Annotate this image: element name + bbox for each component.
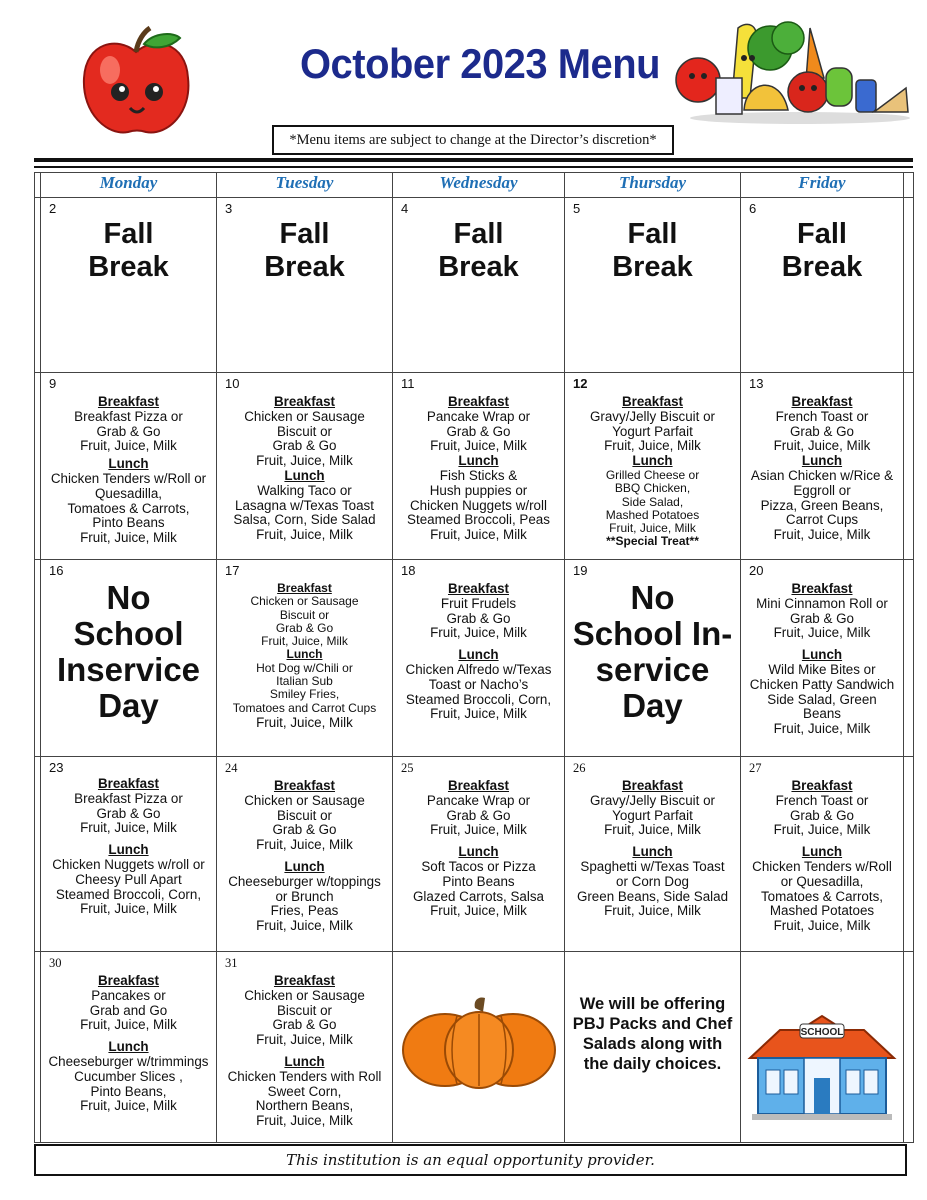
date-number: 19 — [573, 563, 588, 578]
svg-text:SCHOOL: SCHOOL — [800, 1027, 844, 1038]
lunch-item: Beans — [803, 706, 841, 722]
menu-items — [41, 373, 216, 546]
breakfast-item: Gravy/Jelly Biscuit or — [589, 792, 715, 808]
after-item: Fruit, Juice, Milk — [256, 714, 353, 730]
lunch-items — [741, 469, 903, 543]
menu-items — [393, 373, 564, 543]
lunch-item: Cheesy Pull Apart — [75, 871, 182, 887]
lunch-heading: Lunch — [458, 844, 499, 860]
menu-items — [217, 373, 392, 543]
fall-break-line: Fall — [627, 218, 678, 250]
date-number: 27 — [749, 761, 762, 775]
breakfast-item: Grab & Go — [789, 610, 854, 626]
date-number: 26 — [573, 761, 586, 775]
lunch-heading: Lunch — [458, 453, 499, 469]
footer-statement: This institution is an equal opportunity provider. — [34, 1144, 907, 1176]
breakfast-item: Breakfast Pizza or — [74, 408, 183, 424]
fall-break-line: Fall — [453, 218, 504, 250]
day-cell-tuesday — [217, 952, 393, 1143]
lunch-item: Side Salad, — [621, 494, 684, 509]
breakfast-item: Pancake Wrap or — [426, 408, 531, 424]
lunch-item: Fruit, Juice, Milk — [80, 1098, 177, 1114]
breakfast-item: Mini Cinnamon Roll or — [756, 595, 888, 611]
breakfast-item: Yogurt Parfait — [612, 807, 693, 823]
breakfast-item: Fruit Frudels — [440, 595, 517, 611]
day-cell-monday — [41, 198, 217, 373]
breakfast-item: Fruit, Juice, Milk — [773, 438, 871, 454]
lunch-item: Fruit, Juice, Milk — [80, 530, 177, 546]
date-number: 5 — [573, 201, 581, 216]
school-building-icon — [741, 952, 903, 1124]
lunch-item: Northern Beans, — [255, 1098, 354, 1114]
breakfast-heading: Breakfast — [791, 394, 853, 409]
fall-break-line: Fall — [279, 218, 330, 250]
lunch-items — [217, 484, 392, 543]
no-school-line: No — [106, 579, 151, 616]
fall-break-line: Break — [88, 251, 169, 283]
lunch-item: Chicken Tenders w/Roll — [752, 858, 892, 874]
date-number: 23 — [49, 760, 64, 775]
lunch-item: Side Salad, Green — [767, 691, 877, 707]
lunch-item: Steamed Broccoli, Corn, — [55, 886, 202, 902]
day-cell-tuesday — [217, 560, 393, 757]
lunch-item: Walking Taco or — [257, 482, 352, 498]
date-number: 25 — [401, 761, 414, 775]
day-cell-thursday — [565, 560, 741, 757]
date-number: 12 — [573, 376, 588, 391]
lunch-item: Pizza, Green Beans, — [760, 497, 884, 513]
lunch-item: Chicken Tenders w/Roll or — [50, 470, 207, 486]
breakfast-item: Fruit, Juice, Milk — [430, 438, 527, 454]
lunch-item: Steamed Broccoli, Corn, — [405, 691, 552, 707]
breakfast-item: Fruit, Juice, Milk — [430, 625, 527, 641]
breakfast-heading: Breakfast — [791, 778, 853, 793]
menu-items — [41, 757, 216, 917]
fall-break-line: Break — [612, 251, 693, 283]
breakfast-item: Fruit, Juice, Milk — [80, 438, 177, 454]
day-cell-thursday — [565, 373, 741, 560]
date-number: 11 — [401, 376, 415, 391]
menu-items — [41, 952, 216, 1114]
day-header-wednesday: Wednesday — [393, 173, 565, 198]
breakfast-item: Fruit, Juice, Milk — [604, 822, 701, 838]
lunch-items — [41, 1055, 216, 1114]
breakfast-item: Chicken or Sausage — [244, 987, 365, 1003]
breakfast-item: Grab & Go — [446, 423, 511, 439]
breakfast-heading: Breakfast — [447, 581, 510, 596]
lunch-item: Soft Tacos or Pizza — [421, 858, 536, 874]
breakfast-item: Grab & Go — [272, 822, 337, 838]
fall-break-line: Fall — [103, 218, 154, 250]
menu-items — [741, 757, 903, 934]
fall-break-label — [741, 198, 903, 284]
breakfast-heading: Breakfast — [621, 778, 684, 793]
page-title: October 2023 Menu — [299, 40, 661, 87]
lunch-item: Fruit, Juice, Milk — [256, 1113, 353, 1129]
breakfast-item: Grab and Go — [89, 1002, 168, 1018]
lunch-items — [217, 1070, 392, 1129]
fall-break-label — [393, 198, 564, 284]
lunch-heading: Lunch — [108, 842, 149, 858]
lunch-item: Fruit, Juice, Milk — [80, 901, 177, 917]
breakfast-heading: Breakfast — [273, 394, 336, 409]
lunch-item: Chicken Nuggets w/roll or — [52, 856, 205, 872]
lunch-item: Chicken Patty Sandwich — [749, 676, 895, 692]
no-school-label — [41, 560, 216, 724]
breakfast-item: Fruit, Juice, Milk — [256, 453, 353, 469]
lunch-heading: Lunch — [284, 467, 325, 483]
apple-mascot-icon — [78, 22, 196, 138]
lunch-item: Lasagna w/Texas Toast — [235, 497, 374, 513]
breakfast-item: Fruit, Juice, Milk — [604, 438, 701, 454]
date-number: 24 — [225, 761, 238, 775]
day-cell-monday — [41, 952, 217, 1143]
menu-items — [393, 560, 564, 722]
lunch-heading: Lunch — [286, 647, 323, 662]
lunch-item: Fruit, Juice, Milk — [773, 527, 871, 543]
day-cell-wednesday — [393, 952, 565, 1143]
lunch-item: Italian Sub — [276, 674, 333, 689]
day-cell-friday — [741, 560, 904, 757]
lunch-items — [393, 860, 564, 919]
day-header-friday: Friday — [741, 173, 904, 198]
lunch-item: Grilled Cheese or — [605, 467, 700, 482]
breakfast-heading: Breakfast — [97, 776, 160, 791]
lunch-item: Fruit, Juice, Milk — [773, 721, 871, 737]
breakfast-item: French Toast or — [775, 408, 869, 424]
date-number: 18 — [401, 563, 416, 578]
disclaimer-notice: *Menu items are subject to change at the Director’s discretion* — [272, 125, 674, 155]
breakfast-item: Grab & Go — [272, 438, 337, 454]
day-cell-thursday — [565, 757, 741, 952]
divider — [34, 158, 913, 162]
lunch-item: Hush puppies or — [429, 482, 528, 498]
breakfast-heading: Breakfast — [277, 581, 332, 595]
lunch-items — [741, 663, 903, 737]
day-cell-friday — [741, 952, 904, 1143]
fall-break-line: Break — [264, 251, 345, 283]
fall-break-label — [565, 198, 740, 284]
day-cell-friday — [741, 198, 904, 373]
lunch-heading: Lunch — [284, 858, 325, 874]
breakfast-item: Fruit, Juice, Milk — [430, 822, 527, 838]
day-cell-tuesday — [217, 757, 393, 952]
lunch-item: Tomatoes & Carrots, — [67, 500, 190, 516]
lunch-item: Tomatoes & Carrots, — [760, 888, 884, 904]
breakfast-item: Grab & Go — [96, 423, 161, 439]
lunch-item: Fruit, Juice, Milk — [256, 918, 353, 934]
lunch-item: Green Beans, Side Salad — [576, 888, 729, 904]
menu-items — [217, 952, 392, 1129]
lunch-item: Asian Chicken w/Rice & — [750, 467, 894, 483]
date-number: 9 — [49, 376, 57, 391]
lunch-heading: Lunch — [632, 453, 673, 469]
pumpkin-icon — [393, 952, 564, 1092]
breakfast-item: Chicken or Sausage — [244, 408, 365, 424]
breakfast-item: Fruit, Juice, Milk — [80, 1017, 177, 1033]
day-header-thursday: Thursday — [565, 173, 741, 198]
breakfast-item: Pancakes or — [91, 987, 166, 1003]
breakfast-item: Biscuit or — [276, 1002, 333, 1018]
lunch-heading: Lunch — [632, 844, 673, 860]
no-school-line: service — [595, 651, 710, 688]
lunch-item: Fruit, Juice, Milk — [604, 903, 701, 919]
lunch-item: Fish Sticks & — [439, 467, 518, 483]
lunch-items — [565, 469, 740, 535]
lunch-items — [393, 663, 564, 722]
lunch-items — [217, 662, 392, 715]
lunch-item: Glazed Carrots, Salsa — [413, 888, 544, 904]
fall-break-label — [217, 198, 392, 284]
lunch-item: Eggroll or — [793, 482, 851, 498]
day-cell-friday — [741, 373, 904, 560]
date-number: 13 — [749, 376, 764, 391]
breakfast-item: French Toast or — [775, 792, 869, 808]
breakfast-item: Grab & Go — [446, 807, 511, 823]
day-cell-wednesday — [393, 757, 565, 952]
lunch-item: Fruit, Juice, Milk — [430, 706, 527, 722]
lunch-heading: Lunch — [458, 647, 499, 663]
breakfast-item: Biscuit or — [276, 423, 333, 439]
breakfast-item: Fruit, Juice, Milk — [256, 1032, 353, 1048]
day-cell-tuesday — [217, 198, 393, 373]
day-cell-monday — [41, 373, 217, 560]
lunch-item: Steamed Broccoli, Peas — [407, 512, 550, 528]
day-cell-monday — [41, 757, 217, 952]
date-number: 17 — [225, 563, 240, 578]
date-number: 30 — [49, 956, 62, 970]
lunch-item: Mashed Potatoes — [769, 903, 875, 919]
lunch-item: Fries, Peas — [270, 903, 339, 919]
lunch-item: Pinto Beans — [92, 515, 165, 531]
lunch-item: Chicken Nuggets w/roll — [410, 497, 547, 513]
breakfast-item: Grab & Go — [446, 610, 511, 626]
day-cell-wednesday — [393, 198, 565, 373]
lunch-item: Chicken Alfredo w/Texas — [405, 661, 552, 677]
day-cell-monday — [41, 560, 217, 757]
lunch-item: or Quesadilla, — [780, 873, 864, 889]
day-cell-wednesday — [393, 373, 565, 560]
special-treat: **Special Treat** — [606, 534, 699, 549]
breakfast-heading: Breakfast — [273, 778, 336, 793]
lunch-item: Sweet Corn, — [267, 1083, 342, 1099]
lunch-item: Wild Mike Bites or — [768, 661, 876, 677]
lunch-item: Tomatoes and Carrot Cups — [232, 700, 377, 715]
day-cell-wednesday — [393, 560, 565, 757]
lunch-items — [393, 469, 564, 543]
day-header-tuesday: Tuesday — [217, 173, 393, 198]
lunch-item: Fruit, Juice, Milk — [430, 903, 527, 919]
breakfast-item: Grab & Go — [789, 423, 854, 439]
date-number: 4 — [401, 201, 409, 216]
fall-break-label — [41, 198, 216, 284]
day-cell-thursday — [565, 198, 741, 373]
lunch-item: Fruit, Juice, Milk — [256, 527, 353, 543]
date-number: 2 — [49, 201, 57, 216]
lunch-item: or Corn Dog — [616, 873, 689, 889]
fall-break-line: Break — [781, 251, 863, 283]
breakfast-item: Fruit, Juice, Milk — [256, 837, 353, 853]
breakfast-heading: Breakfast — [273, 973, 336, 988]
lunch-item: Smiley Fries, — [269, 687, 340, 702]
no-school-line: Day — [622, 687, 683, 724]
lunch-heading: Lunch — [284, 1053, 325, 1069]
lunch-item: Cheeseburger w/trimmings — [48, 1053, 209, 1069]
lunch-item: Pinto Beans — [442, 873, 515, 889]
lunch-item: Fruit, Juice, Milk — [609, 521, 696, 536]
lunch-item: Salsa, Corn, Side Salad — [233, 512, 376, 528]
lunch-item: Pinto Beans, — [90, 1083, 167, 1099]
menu-items — [741, 560, 903, 737]
breakfast-item: Fruit, Juice, Milk — [261, 634, 348, 649]
breakfast-heading: Breakfast — [447, 778, 510, 793]
day-cell-friday — [741, 757, 904, 952]
breakfast-item: Fruit, Juice, Milk — [773, 822, 871, 838]
lunch-heading: Lunch — [801, 647, 843, 663]
menu-calendar — [34, 172, 914, 1143]
breakfast-item: Biscuit or — [279, 607, 330, 622]
no-school-line: Inservice — [56, 651, 201, 688]
breakfast-item: Chicken or Sausage — [244, 792, 365, 808]
lunch-items — [41, 472, 216, 546]
breakfast-item: Chicken or Sausage — [250, 594, 359, 609]
breakfast-item: Grab & Go — [272, 1017, 337, 1033]
pbj-message: We will be offering PBJ Packs and Chef Salads along with the daily choices. — [572, 995, 733, 1073]
lunch-item: Cheeseburger w/toppings — [228, 873, 381, 889]
lunch-item: Quesadilla, — [95, 485, 162, 501]
day-cell-tuesday — [217, 373, 393, 560]
lunch-item: Cucumber Slices , — [74, 1068, 183, 1084]
breakfast-heading: Breakfast — [621, 394, 684, 409]
breakfast-item: Fruit, Juice, Milk — [80, 820, 177, 836]
lunch-items — [217, 875, 392, 934]
breakfast-heading: Breakfast — [791, 581, 853, 596]
breakfast-heading: Breakfast — [97, 973, 160, 988]
day-header-monday: Monday — [41, 173, 217, 198]
menu-items — [741, 373, 903, 543]
date-number: 10 — [225, 376, 240, 391]
lunch-heading: Lunch — [108, 1039, 149, 1055]
no-school-line: No — [630, 579, 675, 616]
day-cell-thursday — [565, 952, 741, 1143]
lunch-items — [565, 860, 740, 919]
lunch-items — [741, 860, 903, 934]
breakfast-item: Pancake Wrap or — [426, 792, 531, 808]
lunch-item: BBQ Chicken, — [614, 481, 691, 496]
breakfast-item: Grab & Go — [96, 805, 161, 821]
lunch-item: or Brunch — [275, 888, 334, 904]
lunch-items — [41, 858, 216, 917]
date-number: 6 — [749, 201, 757, 216]
lunch-item: Spaghetti w/Texas Toast — [580, 858, 725, 874]
lunch-item: Fruit, Juice, Milk — [773, 918, 871, 934]
menu-items — [565, 757, 740, 919]
breakfast-item: Gravy/Jelly Biscuit or — [589, 408, 715, 424]
lunch-item: Carrot Cups — [785, 512, 859, 528]
breakfast-item: Breakfast Pizza or — [74, 790, 183, 806]
lunch-item: Toast or Nacho’s — [428, 676, 529, 692]
date-number: 20 — [749, 563, 764, 578]
lunch-item: Mashed Potatoes — [605, 507, 700, 522]
breakfast-item: Fruit, Juice, Milk — [773, 625, 871, 641]
breakfast-item: Grab & Go — [275, 620, 334, 635]
lunch-heading: Lunch — [801, 453, 843, 469]
breakfast-heading: Breakfast — [447, 394, 510, 409]
breakfast-item: Yogurt Parfait — [612, 423, 693, 439]
menu-items — [565, 373, 740, 549]
lunch-item: Chicken Tenders with Roll — [227, 1068, 382, 1084]
breakfast-item: Biscuit or — [276, 807, 333, 823]
date-number: 16 — [49, 563, 64, 578]
no-school-line: Day — [98, 687, 159, 724]
breakfast-item: Grab & Go — [789, 807, 854, 823]
divider — [34, 166, 913, 168]
lunch-heading: Lunch — [108, 456, 149, 472]
fall-break-line: Break — [438, 251, 519, 283]
fall-break-line: Fall — [797, 218, 847, 250]
no-school-line: School — [73, 615, 184, 652]
lunch-heading: Lunch — [801, 844, 843, 860]
no-school-label — [565, 560, 740, 724]
lunch-item: Fruit, Juice, Milk — [430, 527, 527, 543]
vegetable-characters-icon — [660, 18, 912, 126]
no-school-line: School In- — [572, 615, 733, 652]
menu-items — [393, 757, 564, 919]
breakfast-heading: Breakfast — [97, 394, 160, 409]
lunch-item: Hot Dog w/Chili or — [256, 660, 353, 675]
menu-items — [217, 560, 392, 730]
menu-items — [217, 757, 392, 934]
date-number: 3 — [225, 201, 233, 216]
date-number: 31 — [225, 956, 238, 970]
